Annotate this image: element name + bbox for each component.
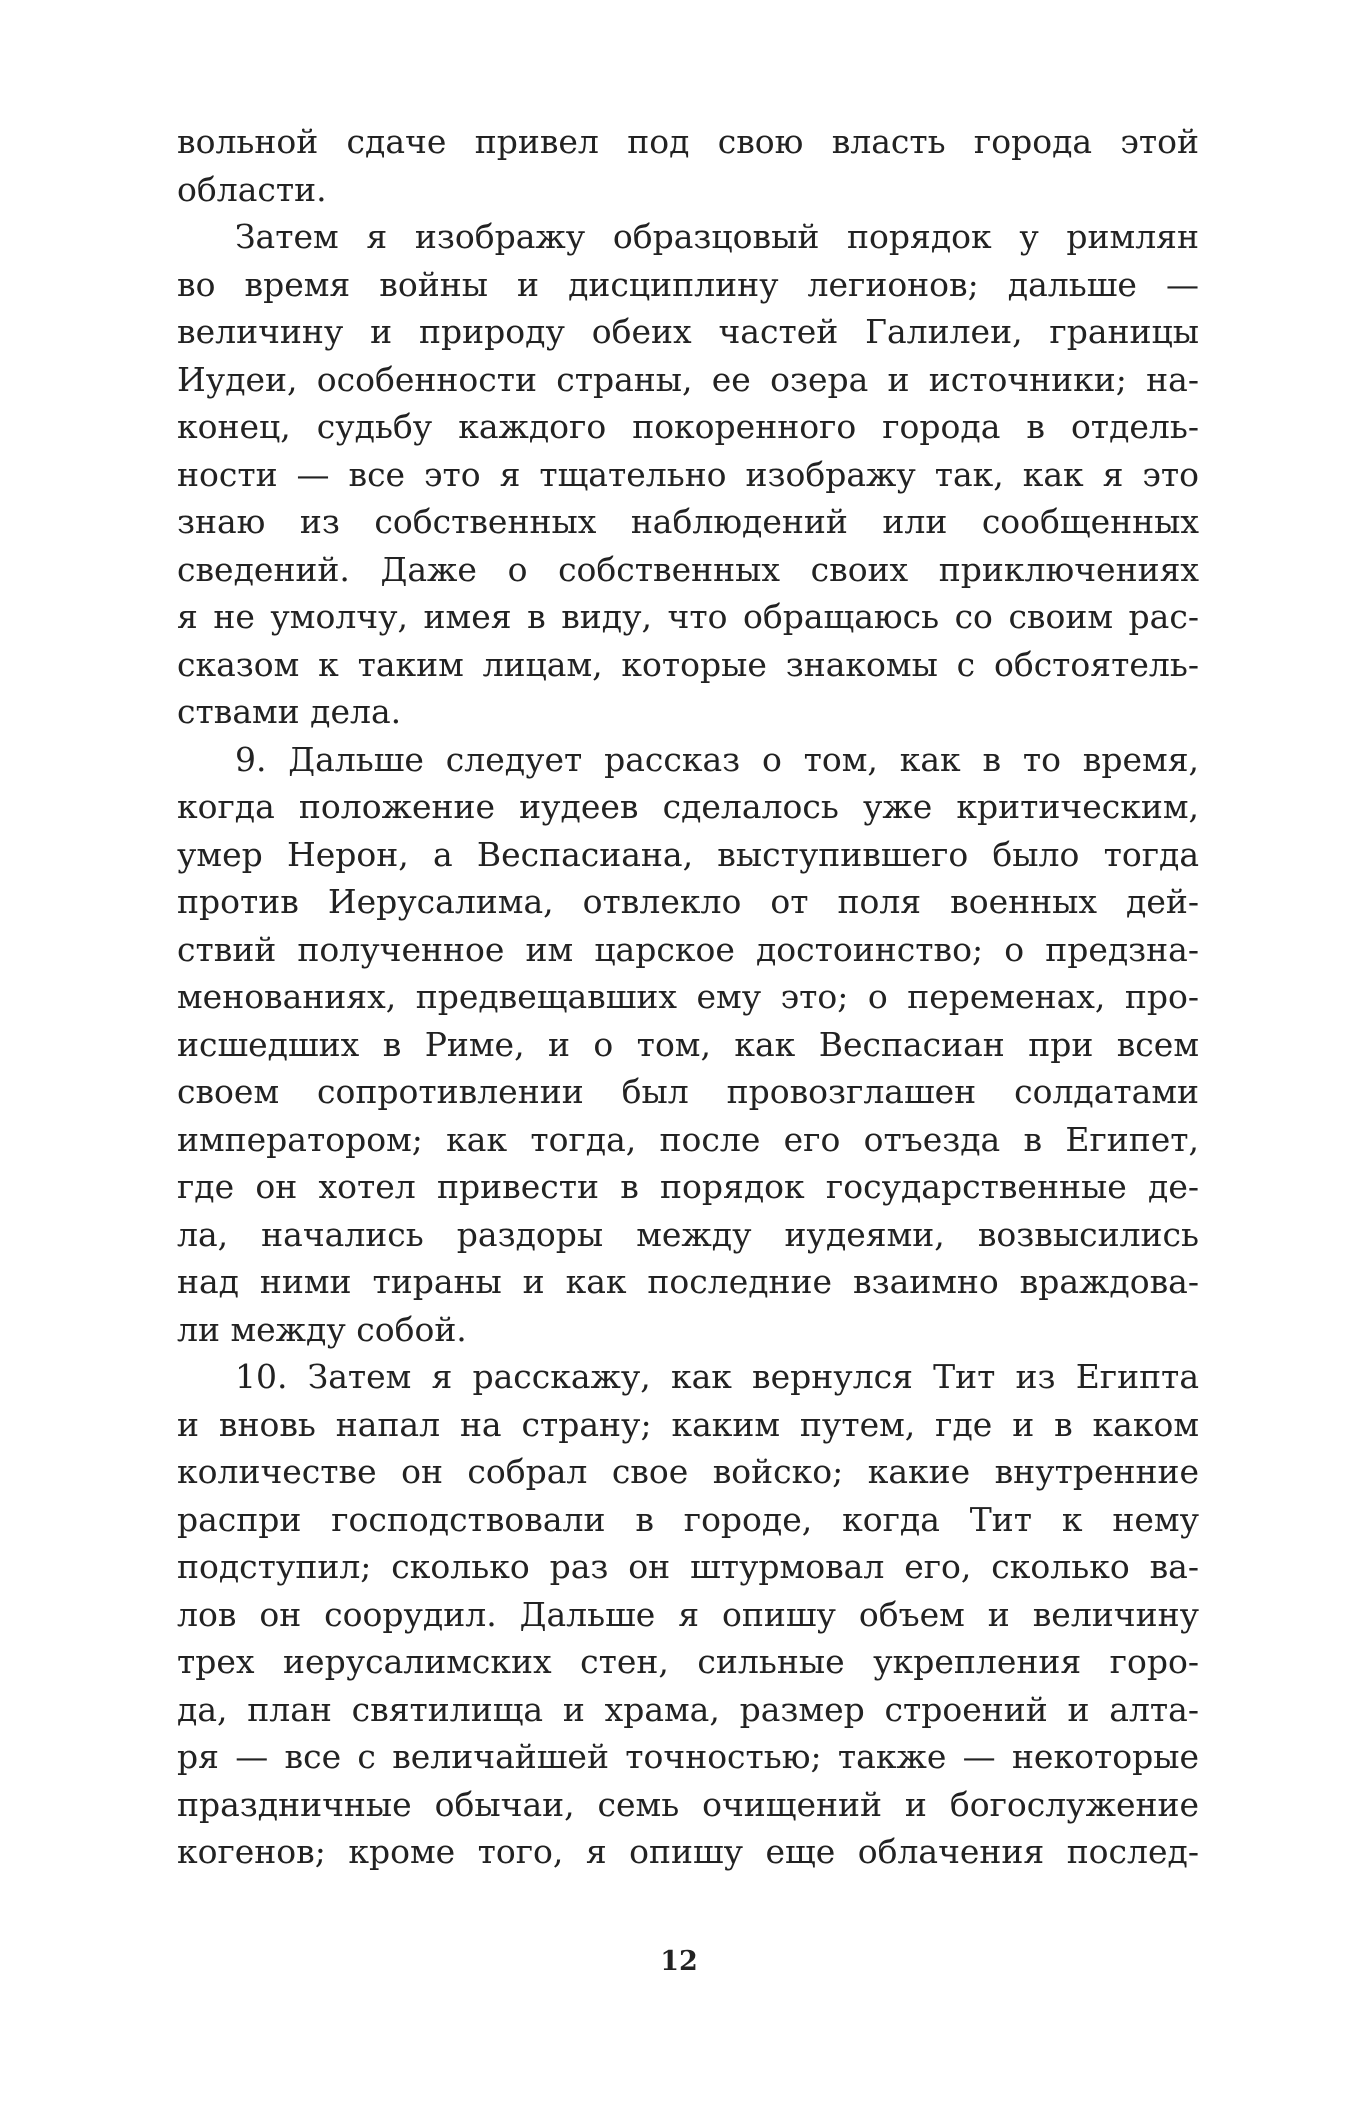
body-text [177,118,1199,1876]
text-line: когда положение иудеев сделалось уже критическим, [177,787,1199,826]
text-line: знаю из собственных наблюдений или сообщенных [177,502,1199,541]
text-line: над ними тираны и как последние взаимно враждова- [177,1262,1199,1301]
text-line: во время войны и дисциплину легионов; дальше — [177,264,1199,304]
text-line: умер Нерон, а Веспасиана, выступившего было тогда [177,834,1199,874]
text-line: против Иерусалима, отвлекло от поля военных дей- [177,882,1199,921]
text-line: подступил; сколько раз он штурмовал его, сколько ва- [177,1547,1199,1586]
text-line: императором; как тогда, после его отъезда в Египет, [177,1119,1199,1159]
text-line: менованиях, предвещавших ему это; о переменах, про- [177,977,1199,1016]
text-line: лов он соорудил. Дальше я опишу объем и величину [177,1594,1199,1634]
text-line: 10. Затем я расскажу, как вернулся Тит из Египта [235,1357,1199,1396]
text-line: и вновь напал на страну; каким путем, где и в каком [177,1404,1199,1444]
text-line: ствий полученное им царское достоинство; о предзна- [177,929,1199,969]
text-line: распри господствовали в городе, когда Тит к нему [177,1499,1199,1539]
text-line: Затем я изображу образцовый порядок у римлян [235,217,1199,256]
text-line: сведений. Даже о собственных своих приключениях [177,549,1199,589]
text-line: области. [177,169,327,209]
text-line: конец, судьбу каждого покоренного города в отдель- [177,407,1199,446]
text-line: когенов; кроме того, я опишу еще облачения послед- [177,1832,1199,1871]
text-line: ли между собой. [177,1309,467,1349]
text-line: ла, начались раздоры между иудеями, возвысились [177,1214,1199,1254]
text-line: исшедших в Риме, и о том, как Веспасиан при всем [177,1024,1199,1064]
text-line: вольной сдаче привел под свою власть города этой [177,122,1199,161]
text-line: ности — все это я тщательно изображу так, как я это [177,454,1199,494]
text-line: ря — все с величайшей точностью; также — некоторые [177,1737,1199,1776]
text-line: своем сопротивлении был провозглашен солдатами [177,1072,1199,1111]
text-line: праздничные обычаи, семь очищений и богослужение [177,1784,1199,1824]
text-line: сказом к таким лицам, которые знакомы с обстоятель- [177,644,1199,684]
text-line: я не умолчу, имея в виду, что обращаюсь со своим рас- [177,597,1199,636]
text-line: ствами дела. [177,692,402,731]
text-line: да, план святилища и храма, размер строений и алта- [177,1689,1199,1729]
text-line: количестве он собрал свое войско; какие внутренние [177,1452,1199,1491]
text-line: величину и природу обеих частей Галилеи, границы [177,312,1199,351]
page-number: 12 [660,1946,698,1977]
text-line: 9. Дальше следует рассказ о том, как в то время, [235,739,1199,779]
text-line: Иудеи, особенности страны, ее озера и источники; на- [177,359,1199,399]
text-line: где он хотел привести в порядок государственные де- [177,1167,1199,1206]
text-line: трех иерусалимских стен, сильные укрепления горо- [177,1642,1199,1681]
